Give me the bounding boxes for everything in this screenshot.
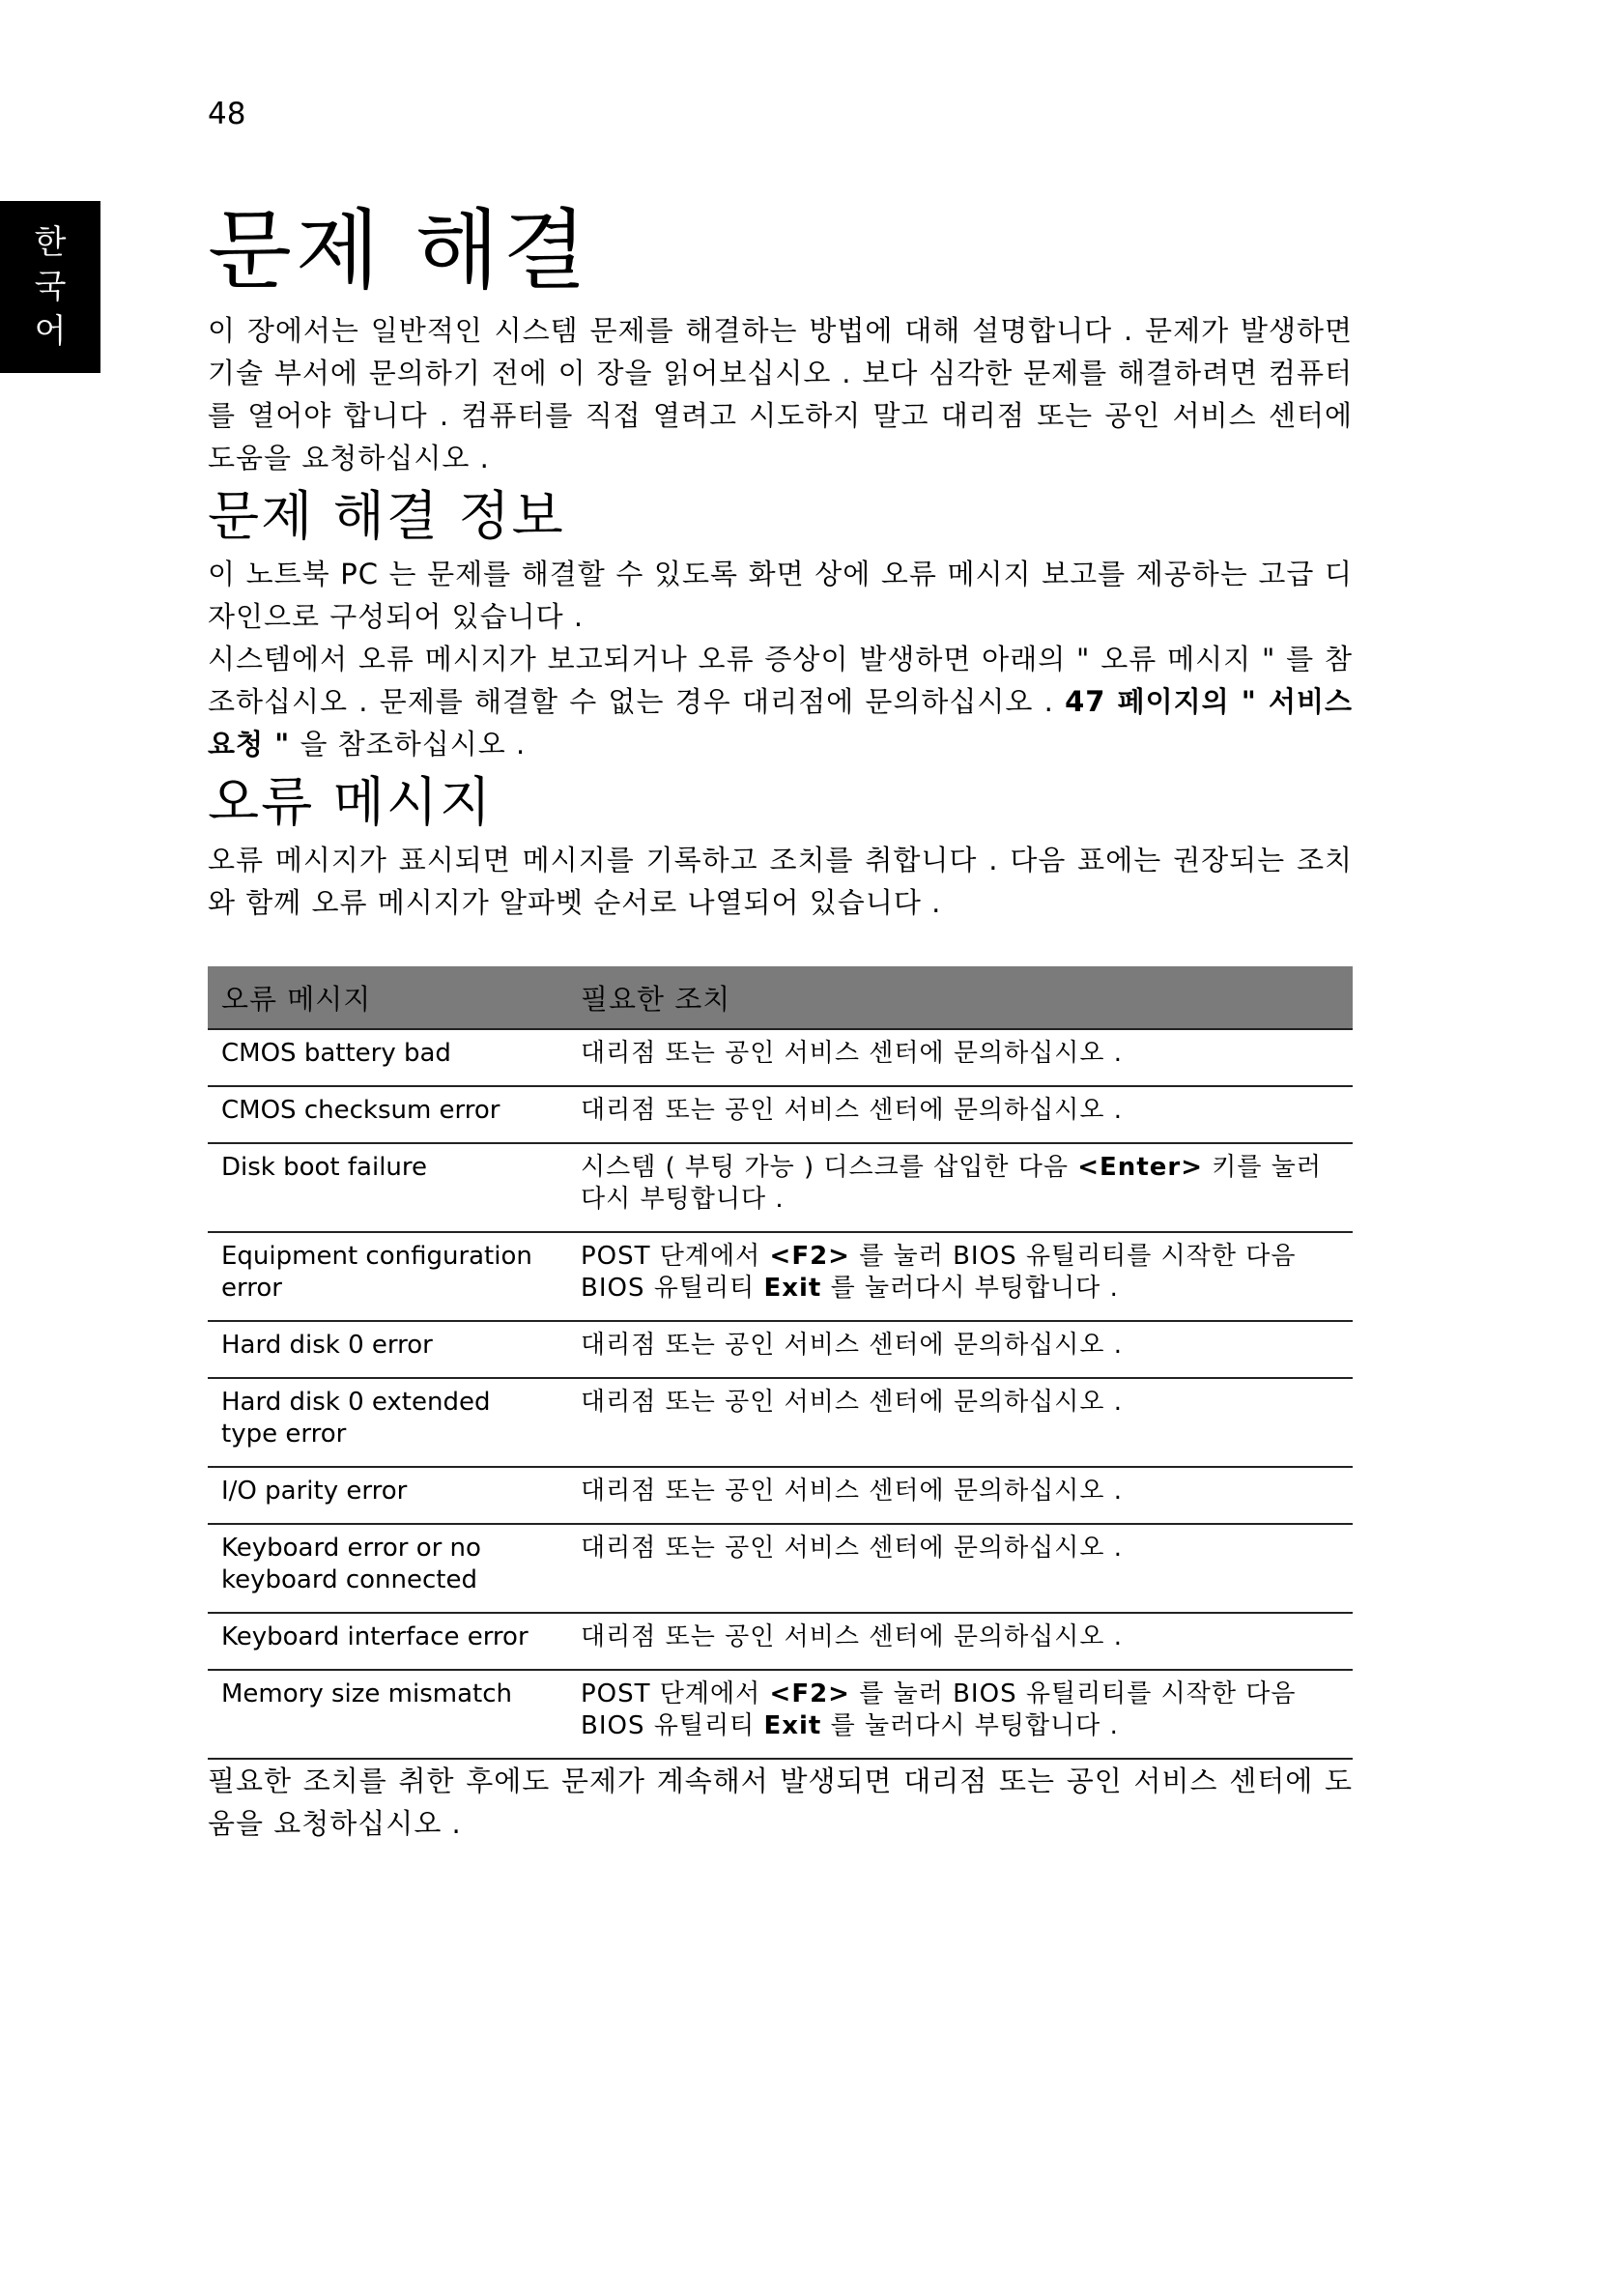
language-tab: [0, 201, 100, 373]
table-row: [208, 1143, 1353, 1232]
action-text: POST 단계에서: [581, 1679, 770, 1708]
action-cell: 대리점 또는 공인 서비스 센터에 문의하십시오 .: [567, 1029, 1353, 1086]
closing-paragraph: 필요한 조치를 취한 후에도 문제가 계속해서 발생되면 대리점 또는 공인 서비스 센터에 도움을 요청하십시오 .: [208, 1765, 1353, 1840]
action-cell: 대리점 또는 공인 서비스 센터에 문의하십시오 .: [567, 1613, 1353, 1670]
action-text: POST 단계에서: [581, 1242, 770, 1271]
action-text: 를 눌러다시 부팅합니다 .: [821, 1711, 1119, 1740]
error-message-cell: Hard disk 0 error: [208, 1321, 567, 1378]
reference-paragraph: [208, 638, 1353, 765]
error-message-cell: Equipment configuration error: [208, 1232, 567, 1321]
tips-paragraph: 이 노트북 PC 는 문제를 해결할 수 있도록 화면 상에 오류 메시지 보고를 제공하는 고급 디자인으로 구성되어 있습니다 .: [208, 558, 1353, 633]
table-row: [208, 1086, 1353, 1143]
table-row: [208, 1670, 1353, 1759]
error-message-cell: Hard disk 0 extended type error: [208, 1378, 567, 1467]
language-tab-char: 국: [34, 268, 67, 306]
action-cell: 대리점 또는 공인 서비스 센터에 문의하십시오 .: [567, 1378, 1353, 1467]
table-row: [208, 1029, 1353, 1086]
action-cell: 대리점 또는 공인 서비스 센터에 문의하십시오 .: [567, 1321, 1353, 1378]
language-tab-char: 어: [34, 312, 67, 351]
action-text: 키를 눌러 다시 부팅합니다 .: [581, 1153, 1322, 1214]
error-message-cell: Keyboard error or no keyboard connected: [208, 1524, 567, 1613]
action-cell: [567, 1232, 1353, 1321]
enter-key-label: <Enter>: [1077, 1153, 1203, 1182]
language-tab-char: 한: [34, 223, 67, 262]
table-row: [208, 1613, 1353, 1670]
error-message-cell: CMOS checksum error: [208, 1086, 567, 1143]
action-cell: 대리점 또는 공인 서비스 센터에 문의하십시오 .: [567, 1467, 1353, 1524]
exit-label: Exit: [763, 1274, 822, 1303]
table-row: [208, 1524, 1353, 1613]
action-text: 를 눌러다시 부팅합니다 .: [821, 1274, 1119, 1303]
column-header-message: 오류 메시지: [208, 966, 567, 1029]
exit-label: Exit: [763, 1711, 822, 1740]
action-text: 를 눌러 BIOS 유틸리티를 시작한 다음 BIOS 유틸리티: [581, 1242, 1297, 1303]
error-messages-table: [208, 966, 1353, 1760]
table-row: [208, 1467, 1353, 1524]
section-heading-error-messages: 오류 메시지: [208, 771, 494, 833]
action-cell: [567, 1670, 1353, 1759]
error-message-cell: Memory size mismatch: [208, 1670, 567, 1759]
error-message-cell: I/O parity error: [208, 1467, 567, 1524]
reference-text-end: 을 참조하십시오 .: [290, 728, 527, 761]
error-message-cell: CMOS battery bad: [208, 1029, 567, 1086]
table-header-row: [208, 966, 1353, 1029]
action-cell: 대리점 또는 공인 서비스 센터에 문의하십시오 .: [567, 1086, 1353, 1143]
section-heading-troubleshooting-tips: 문제 해결 정보: [208, 485, 565, 547]
intro-paragraph: 이 장에서는 일반적인 시스템 문제를 해결하는 방법에 대해 설명합니다 . 문제가 발생하면 기술 부서에 문의하기 전에 이 장을 읽어보십시오 . 보다 심각한 문제를 해결하려면 컴퓨터를 열어야 합니다 . 컴퓨터를 직접 열려고 시도하지 말고 대리점 또는 공인 서비스 센터에 도움을 요청하십시오 .: [208, 314, 1353, 474]
action-text: 를 눌러 BIOS 유틸리티를 시작한 다음 BIOS 유틸리티: [581, 1679, 1297, 1740]
action-cell: [567, 1143, 1353, 1232]
action-text: 시스템 ( 부팅 가능 ) 디스크를 삽입한 다음: [581, 1153, 1078, 1182]
error-message-cell: Keyboard interface error: [208, 1613, 567, 1670]
page-title: 문제 해결: [208, 200, 591, 301]
service-reference-link[interactable]: 47 페이지의 " 서비스 요청 ": [208, 685, 1353, 761]
error-message-cell: Disk boot failure: [208, 1143, 567, 1232]
column-header-action: 필요한 조치: [567, 966, 1353, 1029]
table-row: [208, 1232, 1353, 1321]
page-content: [208, 193, 1353, 1845]
reference-text: 시스템에서 오류 메시지가 보고되거나 오류 증상이 발생하면 아래의 " 오류 메시지 " 를 참조하십시오 . 문제를 해결할 수 없는 경우 대리점에 문의하십시오 .: [208, 643, 1353, 718]
error-messages-paragraph: 오류 메시지가 표시되면 메시지를 기록하고 조치를 취합니다 . 다음 표에는 권장되는 조치와 함께 오류 메시지가 알파벳 순서로 나열되어 있습니다 .: [208, 844, 1353, 919]
f2-key-label: <F2>: [769, 1679, 850, 1708]
action-cell: 대리점 또는 공인 서비스 센터에 문의하십시오 .: [567, 1524, 1353, 1613]
page-number: 48: [208, 97, 246, 131]
table-row: [208, 1378, 1353, 1467]
f2-key-label: <F2>: [769, 1242, 850, 1271]
table-row: [208, 1321, 1353, 1378]
